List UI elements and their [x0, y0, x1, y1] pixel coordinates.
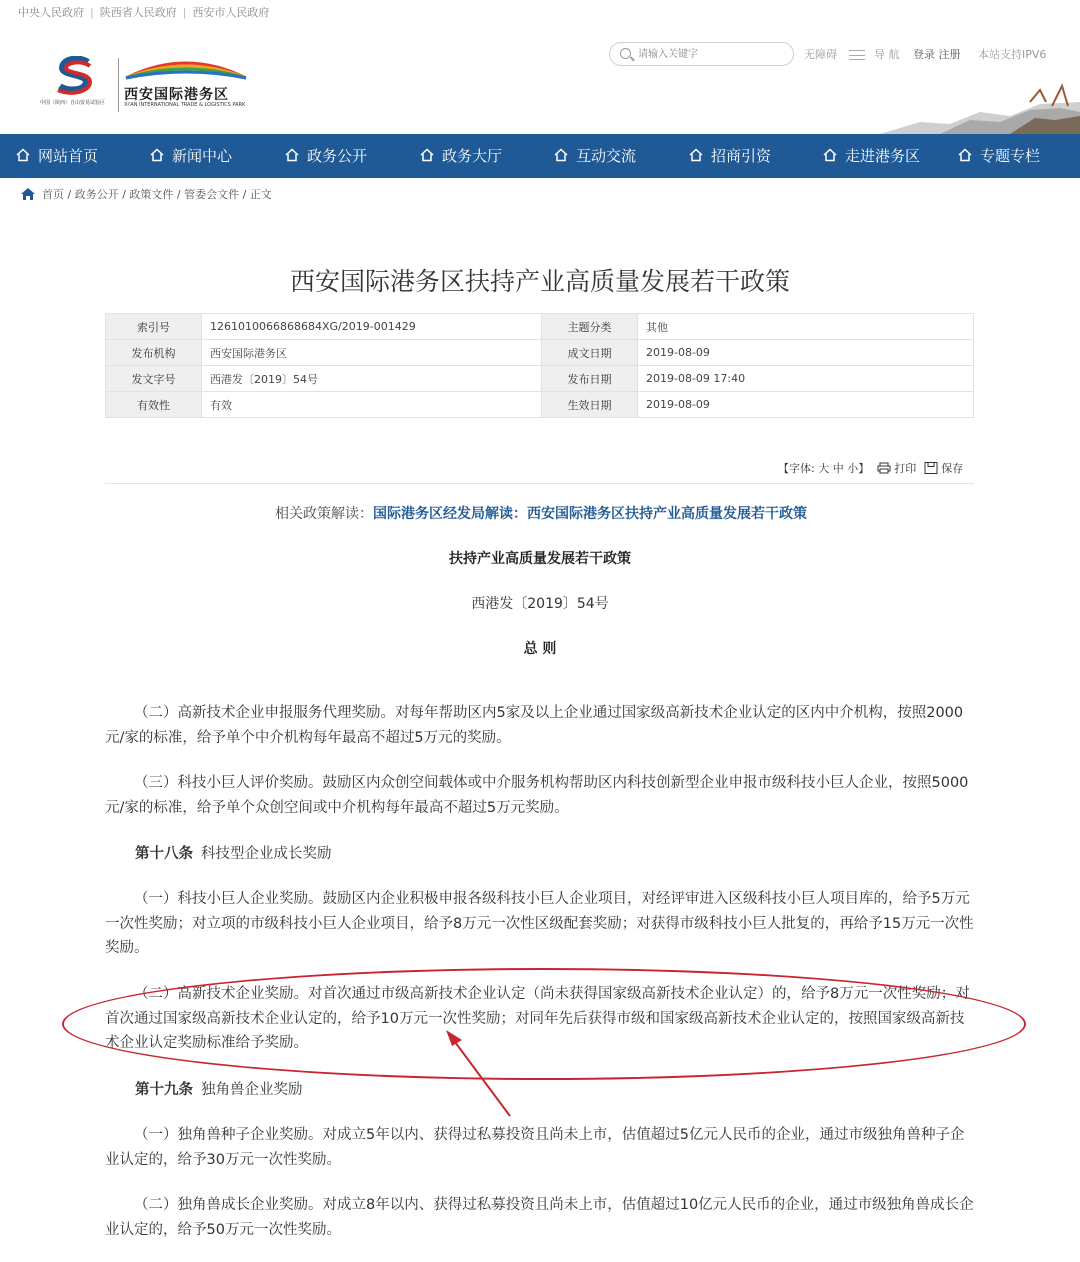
main-nav [0, 134, 1080, 178]
breadcrumb-path[interactable]: 首页 / 政务公开 / 政策文件 / 管委会文件 / 正文 [42, 188, 272, 201]
print-link[interactable]: 打印 [894, 462, 917, 475]
print-icon[interactable] [877, 462, 891, 474]
meta-key: 成文日期 [542, 340, 638, 366]
meta-key: 有效性 [106, 392, 202, 418]
nav-item-gov-affairs[interactable]: 政务公开 [285, 134, 367, 178]
paragraph-highlighted: （二）高新技术企业奖励。对首次通过市级高新技术企业认定（尚未获得国家级高新技术企业认定）的，给予8万元一次性奖励；对首次通过国家级高新技术企业认定的，给予10万元一次性奖励；对同年先后获得市级和国家级高新技术企业认定的，按照国家级高新技术企业认定奖励标准给予奖励。 [105, 986, 970, 1051]
breadcrumb [20, 186, 272, 202]
top-link-xian[interactable]: 西安市人民政府 [192, 6, 270, 19]
home-icon [285, 148, 299, 162]
meta-value: 有效 [202, 392, 542, 418]
meta-value: 西安国际港务区 [202, 340, 542, 366]
article-title: 独角兽企业奖励 [201, 1082, 303, 1098]
home-icon [823, 148, 837, 162]
page-title: 西安国际港务区扶持产业高质量发展若干政策 [289, 267, 790, 296]
article-number: 第十八条 [135, 846, 193, 862]
logo-arcs-icon [124, 54, 248, 80]
accessibility-link[interactable]: 无障碍 [804, 48, 837, 61]
menu-icon[interactable] [849, 50, 865, 60]
home-icon [689, 148, 703, 162]
table-row [106, 392, 974, 418]
header-tools [804, 46, 1046, 62]
nav-item-news[interactable]: 新闻中心 [150, 134, 232, 178]
top-link-shaanxi[interactable]: 陕西省人民政府 [99, 6, 177, 19]
article-heading-19 [135, 1078, 303, 1099]
article-title: 科技型企业成长奖励 [201, 846, 332, 862]
related-link[interactable]: 国际港务区经发局解读：西安国际港务区扶持产业高质量发展若干政策 [373, 506, 807, 522]
home-icon [554, 148, 568, 162]
home-icon [958, 148, 972, 162]
paragraph: （一）独角兽种子企业奖励。对成立5年以内、获得过私募投资且尚未上市，估值超过5亿元人民币的企业，通过市级独角兽种子企业认定的，给予30万元一次性奖励。 [105, 1127, 965, 1168]
home-icon [420, 148, 434, 162]
meta-key: 生效日期 [542, 392, 638, 418]
top-links: 中央人民政府 | 陕西省人民政府 | 西安市人民政府 [18, 6, 270, 19]
nav-item-about[interactable]: 走进港务区 [823, 134, 920, 178]
font-size-switch[interactable]: 【字体: 大 中 小】 [778, 462, 870, 475]
login-register-link[interactable]: 登录 注册 [913, 48, 961, 61]
meta-value: 2019-08-09 17:40 [638, 366, 974, 392]
meta-value: 其他 [638, 314, 974, 340]
logo-divider [118, 58, 119, 112]
document-meta-table [105, 313, 974, 418]
logo-name[interactable]: 西安国际港务区 [124, 87, 229, 103]
nav-item-interaction[interactable]: 互动交流 [554, 134, 636, 178]
related-label: 相关政策解读： [275, 506, 373, 522]
meta-key: 发文字号 [106, 366, 202, 392]
meta-key: 索引号 [106, 314, 202, 340]
table-row [106, 340, 974, 366]
logo-english: XI'AN INTERNATIONAL TRADE & LOGISTICS PARK [124, 102, 246, 108]
save-link[interactable]: 保存 [941, 462, 964, 475]
table-row [106, 366, 974, 392]
meta-value: 2019-08-09 [638, 392, 974, 418]
related-interpretation [275, 503, 807, 523]
document-title: 扶持产业高质量发展若干政策 [449, 551, 631, 567]
top-link-central[interactable]: 中央人民政府 [18, 6, 84, 19]
article-tools [778, 460, 963, 476]
logo-mark-icon[interactable] [50, 56, 100, 98]
meta-value: 1261010066868684XG/2019-001429 [202, 314, 542, 340]
home-icon[interactable] [20, 187, 36, 201]
nav-item-service-hall[interactable]: 政务大厅 [420, 134, 502, 178]
logo-subtitle: 中国（陕西）自由贸易试验区 [40, 100, 106, 106]
header-decoration-image [880, 82, 1080, 134]
guide-link[interactable]: 导 航 [874, 48, 900, 61]
document-number: 西港发〔2019〕54号 [471, 596, 609, 612]
ipv6-note: 本站支持IPV6 [978, 48, 1047, 61]
article-number: 第十九条 [135, 1082, 193, 1098]
paragraph: （二）高新技术企业申报服务代理奖励。对每年帮助区内5家及以上企业通过国家级高新技术企业认定的区内中介机构，按照2000元/家的标准，给予单个中介机构每年最高不超过5万元的奖励。 [105, 705, 964, 746]
meta-key: 发布日期 [542, 366, 638, 392]
meta-value: 西港发〔2019〕54号 [202, 366, 542, 392]
nav-item-topics[interactable]: 专题专栏 [958, 134, 1040, 178]
search-input[interactable] [638, 46, 788, 62]
article-heading-18 [135, 842, 332, 863]
nav-item-home[interactable]: 网站首页 [16, 134, 98, 178]
meta-value: 2019-08-09 [638, 340, 974, 366]
meta-key: 发布机构 [106, 340, 202, 366]
nav-item-investment[interactable]: 招商引资 [689, 134, 771, 178]
search-box[interactable] [609, 42, 794, 66]
paragraph: （一）科技小巨人企业奖励。鼓励区内企业积极申报各级科技小巨人企业项目，对经评审进入区级科技小巨人项目库的，给予5万元一次性奖励；对立项的市级科技小巨人企业项目，给予8万元一次性区级配套奖励；对获得市级科技小巨人批复的，再给予15万元一次性奖励。 [105, 891, 974, 956]
home-icon [150, 148, 164, 162]
site-header [0, 24, 1080, 134]
paragraph: （三）科技小巨人评价奖励。鼓励区内众创空间载体或中介服务机构帮助区内科技创新型企业申报市级科技小巨人企业，按照5000元/家的标准，给予单个众创空间或中介机构每年最高不超过5万元奖励。 [105, 775, 969, 816]
search-icon[interactable] [620, 48, 631, 59]
meta-key: 主题分类 [542, 314, 638, 340]
divider [105, 483, 974, 484]
paragraph: （二）独角兽成长企业奖励。对成立8年以内、获得过私募投资且尚未上市，估值超过10亿元人民币的企业，通过市级独角兽成长企业认定的，给予50万元一次性奖励。 [105, 1197, 974, 1238]
save-icon[interactable] [924, 462, 938, 474]
section-heading: 总 则 [523, 641, 557, 657]
home-icon [16, 148, 30, 162]
table-row [106, 314, 974, 340]
